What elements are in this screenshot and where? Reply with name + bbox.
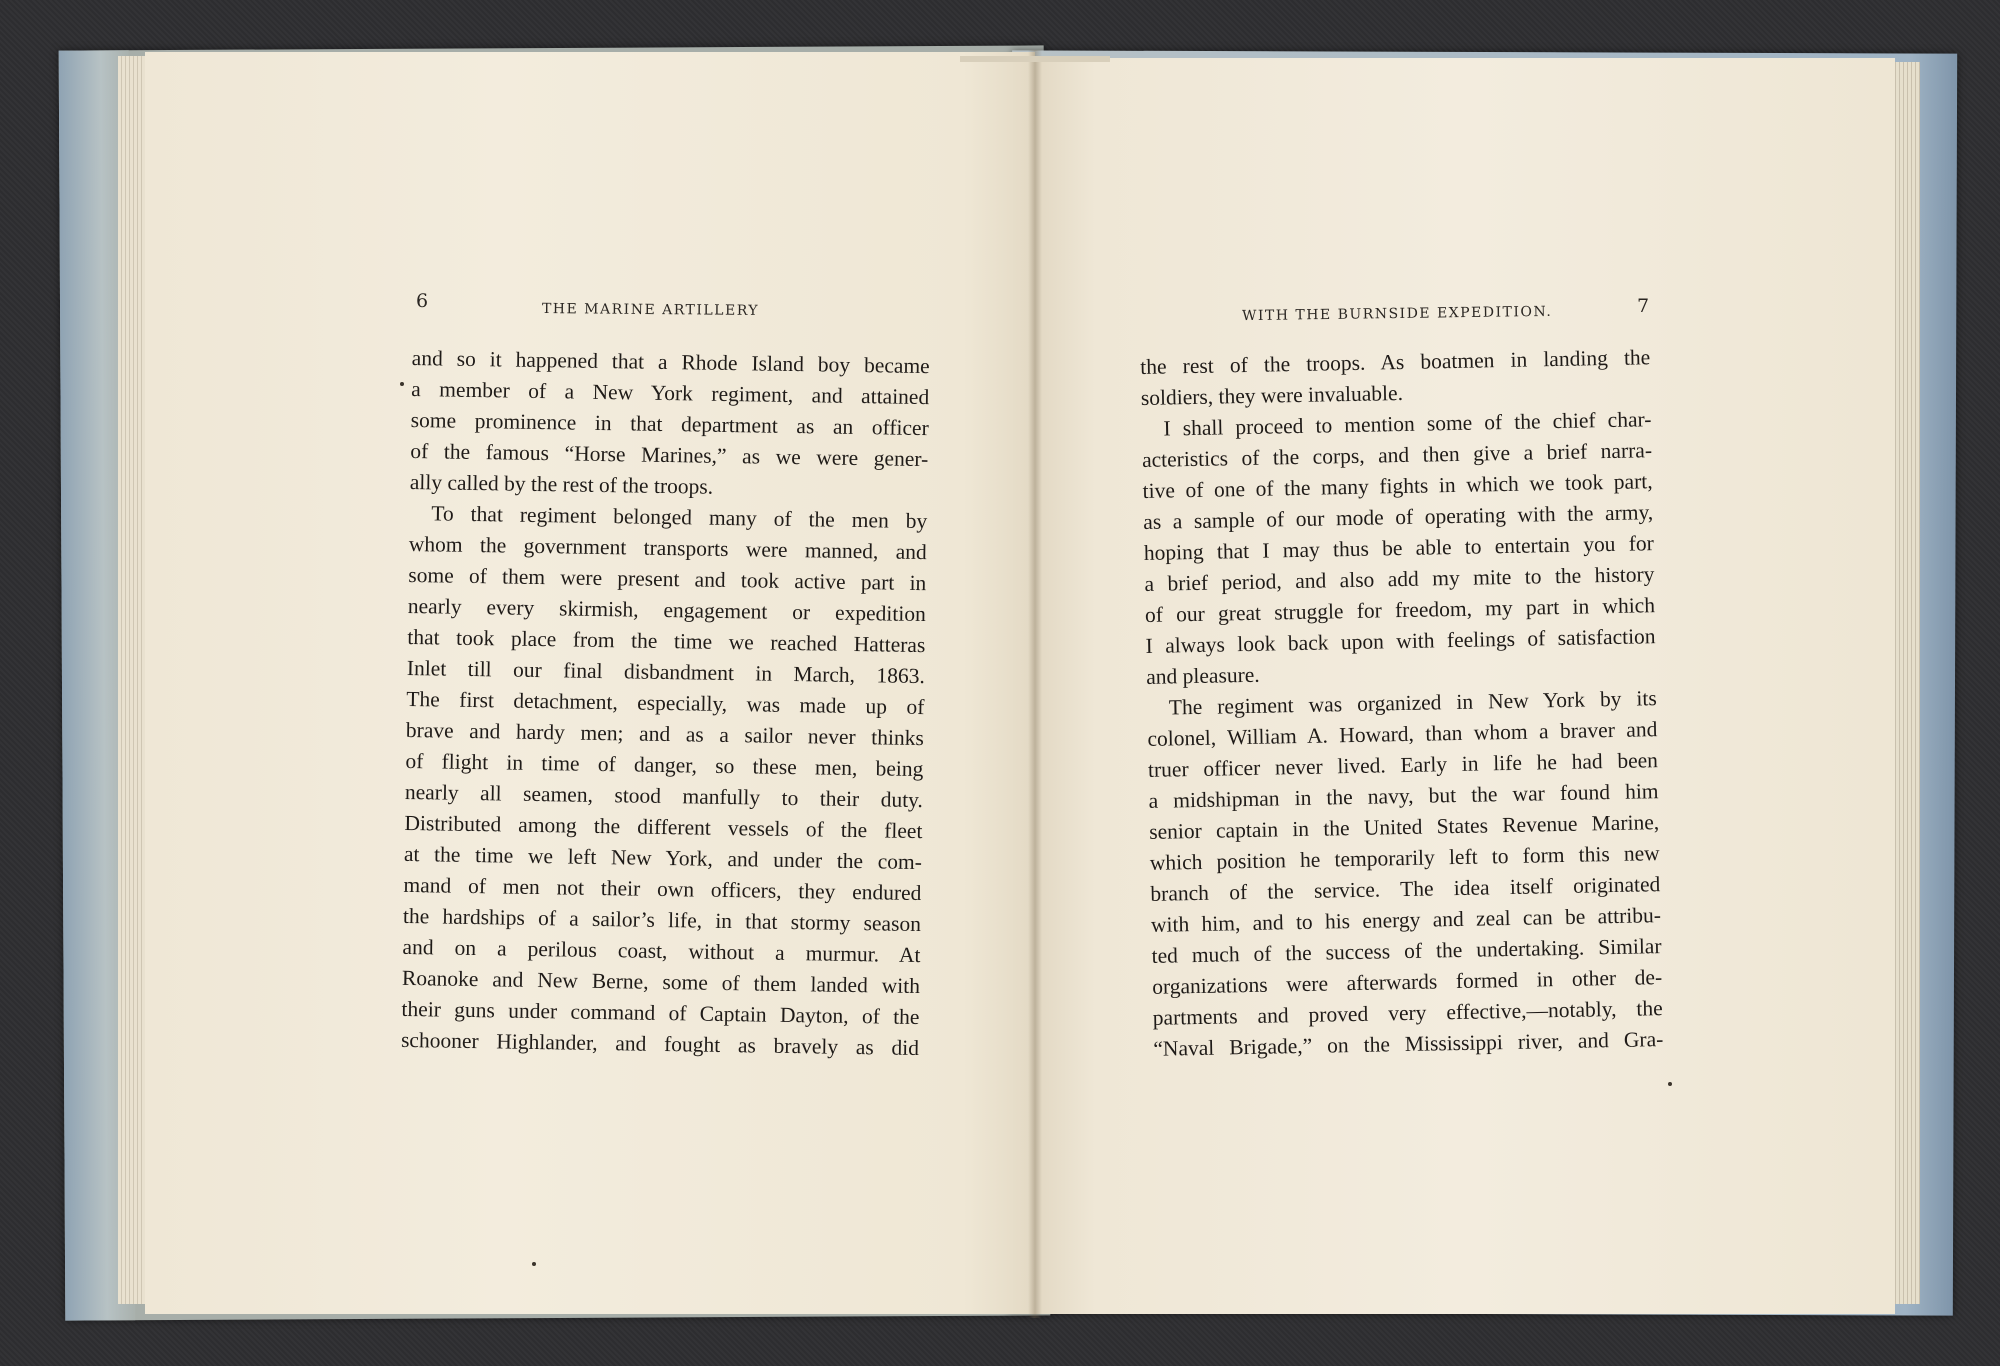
text-line: schooner Highlander, and fought as bravely as did <box>400 1027 920 1061</box>
left-running-head: THE MARINE ARTILLERY <box>541 301 760 319</box>
text-line: and on a perilous coast, without a murmur. At <box>402 934 921 968</box>
torn-top-edge <box>960 56 1110 62</box>
text-line: tive of one of the many fights in which we took part, <box>1142 469 1653 503</box>
text-line: a member of a New York regiment, and attained <box>411 376 930 410</box>
right-page-number: 7 <box>1637 295 1650 317</box>
text-line: some of them were present and took active part in <box>408 562 927 596</box>
left-page-body-text <box>401 343 930 1064</box>
text-line: with him, and to his energy and zeal can be attribu- <box>1150 903 1662 937</box>
text-line: The regiment was organized in New York by its <box>1168 686 1657 720</box>
text-line: of our great struggle for freedom, my part in which <box>1144 593 1656 627</box>
text-line: I always look back upon with feelings of satisfaction <box>1145 624 1656 658</box>
text-line: Inlet till our final disbandment in March, 1863. <box>406 655 926 689</box>
text-line: their guns under command of Captain Dayton, of the <box>401 996 920 1030</box>
text-line: acteristics of the corps, and then give a brief narra- <box>1141 438 1653 472</box>
text-line: Roanoke and New Berne, some of them landed with <box>401 965 921 999</box>
text-line: ted much of the success of the undertaking. Similar <box>1151 934 1662 968</box>
right-page-body-text <box>1140 342 1664 1065</box>
text-line: senior captain in the United States Revenue Marine, <box>1148 810 1660 844</box>
text-line: whom the government transports were manned, and <box>408 531 927 565</box>
ink-speck <box>532 1262 536 1266</box>
text-line: organizations were afterwards formed in other de- <box>1151 965 1663 999</box>
text-line: which position he temporarily left to form this new <box>1149 841 1660 875</box>
text-line: brave and hardy men; and as a sailor never thinks <box>405 717 925 751</box>
text-line: hoping that I may thus be able to entertain you for <box>1143 531 1654 565</box>
left-page-edges <box>118 56 148 1304</box>
ink-speck <box>400 382 404 386</box>
text-line: I shall proceed to mention some of the chief char- <box>1163 407 1652 441</box>
text-line: partments and proved very effective,—notably, the <box>1152 996 1663 1030</box>
text-line: of the famous “Horse Marines,” as we were gener- <box>410 438 929 472</box>
text-line: that took place from the time we reached Hatteras <box>407 624 926 658</box>
text-line: mand of men not their own officers, they endured <box>403 872 922 906</box>
ink-speck <box>1668 1082 1672 1086</box>
text-line: branch of the service. The idea itself originated <box>1150 872 1661 906</box>
text-line: at the time we left New York, and under the com- <box>403 841 923 875</box>
left-page-number: 6 <box>416 290 429 312</box>
text-line: “Naval Brigade,” on the Mississippi river, and Gra- <box>1153 1027 1664 1061</box>
text-line: a midshipman in the navy, but the war found him <box>1148 779 1659 813</box>
text-line: the rest of the troops. As boatmen in landing the <box>1140 345 1651 379</box>
book-gutter <box>1028 50 1042 1318</box>
text-line: of flight in time of danger, so these men, being <box>405 748 924 782</box>
text-line: as a sample of our mode of operating with the army, <box>1143 500 1654 534</box>
text-line: The first detachment, especially, was made up of <box>406 686 925 720</box>
text-line: the hardships of a sailor’s life, in that stormy season <box>402 903 922 937</box>
text-line: and pleasure. <box>1146 662 1260 689</box>
text-line: truer officer never lived. Early in life he had been <box>1147 748 1659 782</box>
right-running-head: WITH THE BURNSIDE EXPEDITION. <box>1241 303 1553 325</box>
text-line: colonel, William A. Howard, than whom a braver and <box>1147 717 1658 751</box>
text-line: Distributed among the different vessels of the fleet <box>404 810 923 844</box>
text-line: ally called by the rest of the troops. <box>409 469 714 499</box>
text-line: To that regiment belonged many of the men by <box>431 501 928 534</box>
text-line: a brief period, and also add my mite to the history <box>1144 562 1655 596</box>
text-line: some prominence in that department as an officer <box>410 407 929 441</box>
text-line: nearly every skirmish, engagement or expedition <box>407 593 926 627</box>
text-line: and so it happened that a Rhode Island boy became <box>411 345 930 379</box>
text-line: nearly all seamen, stood manfully to their duty. <box>404 779 924 813</box>
text-line: soldiers, they were invaluable. <box>1140 380 1404 410</box>
